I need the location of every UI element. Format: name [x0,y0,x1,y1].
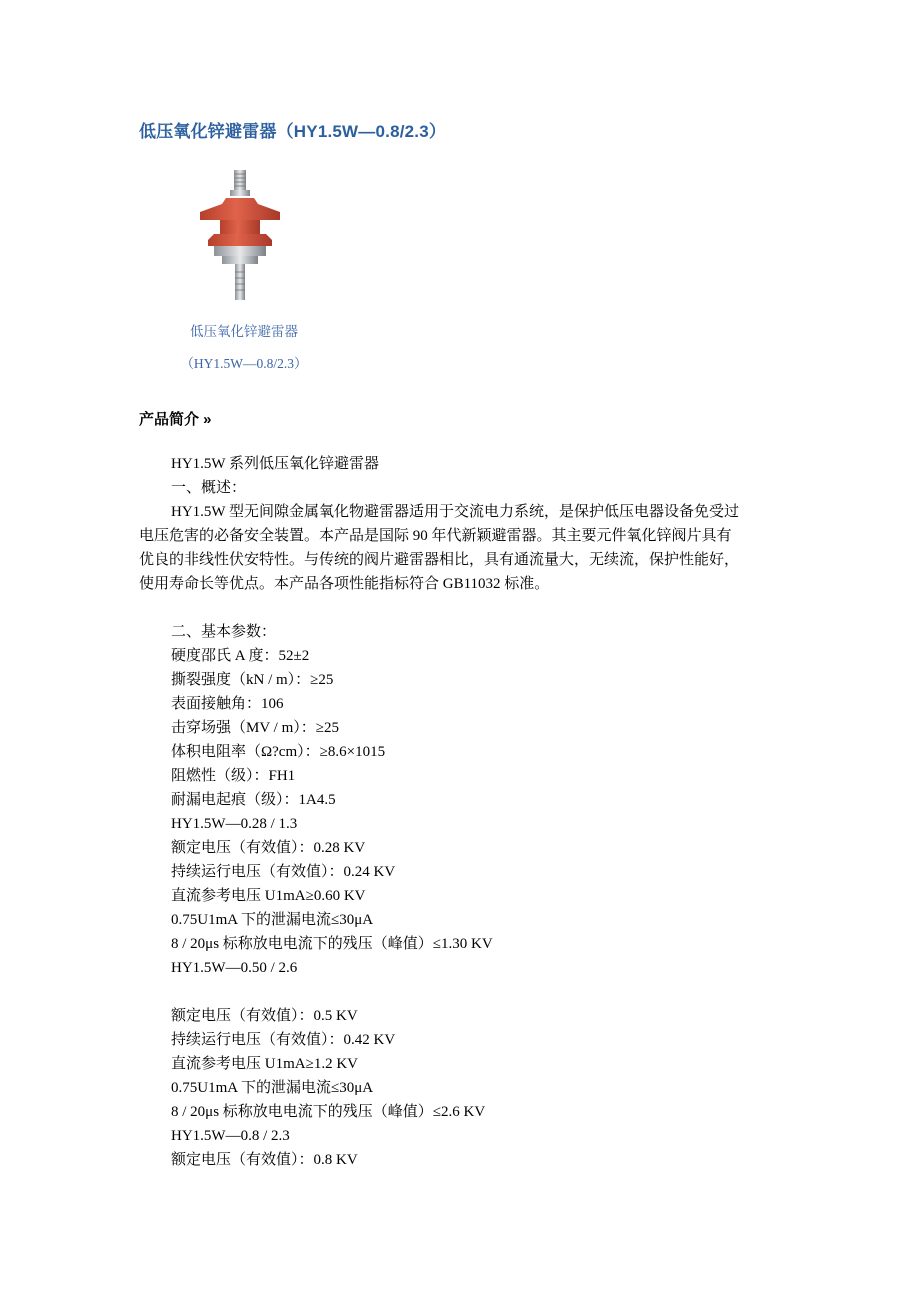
param-line: 阻燃性（级）：FH1 [171,768,296,784]
image-caption-name: 低压氧化锌避雷器 [190,324,298,339]
param-line: 持续运行电压（有效值）：0.42 KV [171,1032,396,1048]
overview-line: 优良的非线性伏安特性。与传统的阀片避雷器相比，具有通流量大，无续流，保护性能好， [139,552,740,568]
param-line: 撕裂强度（kN / m）：≥25 [171,672,334,688]
page-title: 低压氧化锌避雷器（HY1.5W—0.8/2.3） [139,122,447,141]
section-heading-product-intro[interactable]: 产品简介 » [139,411,212,428]
param-line: 额定电压（有效值）：0.8 KV [171,1152,358,1168]
param-line: 表面接触角：106 [171,696,284,712]
param-line: 硬度邵氏 A 度：52±2 [171,648,310,664]
param-line: 直流参考电压 U1mA≥1.2 KV [171,1056,358,1072]
params-heading: 二、基本参数： [171,624,277,640]
param-line: 0.75U1mA 下的泄漏电流≤30μA [171,1080,374,1096]
param-line: 8 / 20μs 标称放电电流下的残压（峰值）≤2.6 KV [171,1104,486,1120]
param-line: 击穿场强（MV / m）：≥25 [171,720,339,736]
overview-heading: 一、概述： [171,480,247,496]
param-line: 额定电压（有效值）：0.5 KV [171,1008,358,1024]
model-line: HY1.5W—0.8 / 2.3 [171,1128,290,1144]
param-line: 8 / 20μs 标称放电电流下的残压（峰值）≤1.30 KV [171,936,493,952]
param-line: 额定电压（有效值）：0.28 KV [171,840,366,856]
model-line: HY1.5W—0.28 / 1.3 [171,816,298,832]
model-line: HY1.5W—0.50 / 2.6 [171,960,298,976]
param-line: 耐漏电起痕（级）：1A4.5 [171,792,336,808]
overview-line: 使用寿命长等优点。本产品各项性能指标符合 GB11032 标准。 [139,576,550,592]
surge-arrester-photo-icon [186,168,296,303]
document-body [139,452,789,1172]
image-caption-model: （HY1.5W—0.8/2.3） [180,356,308,371]
param-line: 直流参考电压 U1mA≥0.60 KV [171,888,366,904]
overview-line: HY1.5W 型无间隙金属氧化物避雷器适用于交流电力系统，是保护低压电器设备免受过 [171,504,740,520]
param-line: 持续运行电压（有效值）：0.24 KV [171,864,396,880]
param-line: 0.75U1mA 下的泄漏电流≤30μA [171,912,374,928]
param-line: 体积电阻率（Ω?cm）：≥8.6×1015 [171,744,386,760]
overview-line: 电压危害的必备安全装置。本产品是国际 90 年代新颖避雷器。其主要元件氧化锌阀片具有 [139,528,732,544]
series-line: HY1.5W 系列低压氧化锌避雷器 [171,456,380,472]
